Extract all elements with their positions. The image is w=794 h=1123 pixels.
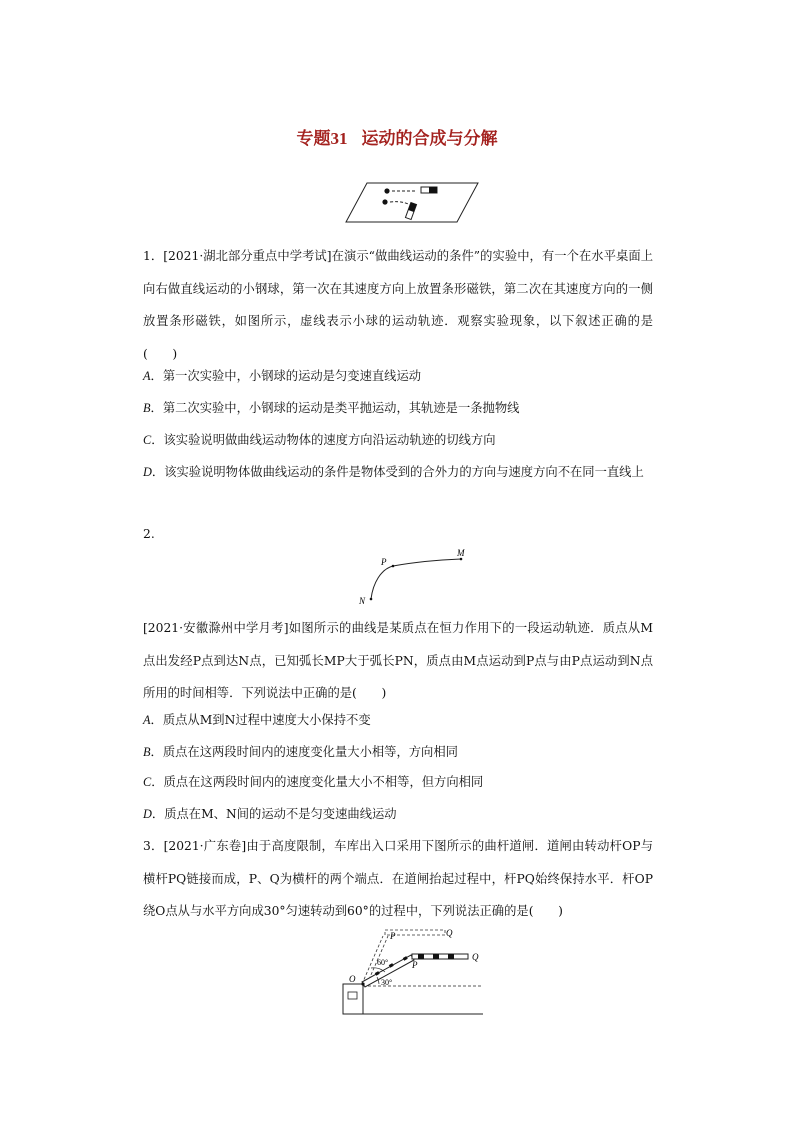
- q1-option-d: D．该实验说明物体做曲线运动的条件是物体受到的合外力的方向与速度方向不在同一直线上: [143, 465, 644, 479]
- q2-option-a: A．质点从M到N过程中速度大小保持不变: [143, 713, 371, 727]
- page-title: [0, 124, 794, 149]
- q3-stem: 3．[2021·广东卷]由于高度限制，车库出入口采用下图所示的曲杆道闸．道闸由转动杆OP与横杆PQ链接而成，P、Q为横杆的两个端点．在道闸抬起过程中，杆PQ始终保持水平．杆OP绕O点从与水平方向成30°匀速转动到60°的过程中，下列说法正确的是( ): [143, 839, 653, 918]
- label-30deg: 30°: [381, 978, 393, 987]
- label-n: N: [359, 596, 366, 606]
- label-p-low: P: [412, 960, 418, 970]
- label-p: P: [381, 557, 387, 567]
- label-p-top: P: [390, 931, 396, 941]
- gate-figure: [335, 920, 485, 1018]
- title-number: 31: [330, 129, 348, 148]
- trajectory-figure: [355, 547, 475, 607]
- q2-stem: [2021·安徽滁州中学月考]如图所示的曲线是某质点在恒力作用下的一段运动轨迹．质点从M点出发经P点到达N点，已知弧长MP大于弧长PN，质点由M点运动到P点与由P点运动到N点所用的时间相等．下列说法中正确的是( ): [143, 621, 653, 700]
- title-text: 运动的合成与分解: [361, 129, 498, 149]
- label-q-low: Q: [472, 952, 479, 962]
- q2-option-c: C．质点在这两段时间内的速度变化量大小不相等，但方向相同: [143, 775, 484, 789]
- label-60deg: 60°: [377, 958, 389, 967]
- q2-number: 2.: [143, 527, 155, 541]
- label-o: O: [349, 974, 356, 984]
- q2-option-d: D．质点在M、N间的运动不是匀变速曲线运动: [143, 807, 397, 821]
- q1-option-b: B．第二次实验中，小钢球的运动是类平抛运动，其轨迹是一条抛物线: [143, 401, 520, 415]
- q2-option-b: B．质点在这两段时间内的速度变化量大小相等，方向相同: [143, 745, 458, 759]
- title-prefix: 专题: [296, 129, 331, 149]
- label-m: M: [457, 548, 465, 558]
- q1-stem: 1．[2021·湖北部分重点中学考试]在演示“做曲线运动的条件”的实验中，有一个在水平桌面上向右做直线运动的小钢球，第一次在其速度方向上放置条形磁铁，第二次在其速度方向的一侧放置条形磁铁，如图所示，虚线表示小球的运动轨迹．观察实验现象，以下叙述正确的是( ): [143, 249, 653, 361]
- q1-option-a: A．第一次实验中，小钢球的运动是匀变速直线运动: [143, 369, 422, 383]
- magnet-experiment-figure: [345, 182, 480, 224]
- label-q-top: Q: [446, 928, 453, 938]
- q1-option-c: C．该实验说明做曲线运动物体的速度方向沿运动轨迹的切线方向: [143, 433, 496, 447]
